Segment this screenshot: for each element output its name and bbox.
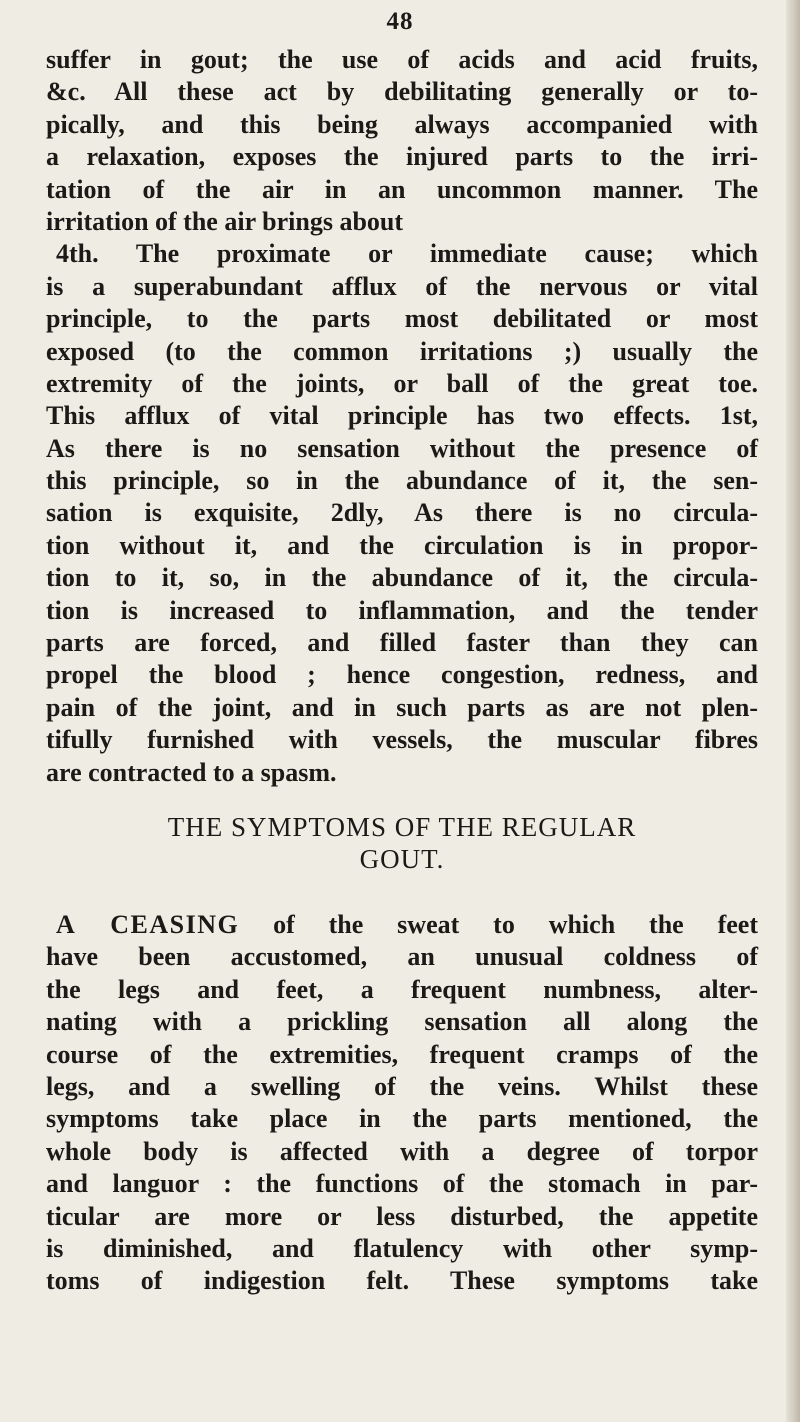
text-line: ticular are more or less disturbed, the appetite xyxy=(46,1201,758,1231)
text-line: 4th. The proximate or immediate cause; which xyxy=(56,239,758,269)
text-line: propel the blood ; hence congestion, redness, and xyxy=(46,660,758,690)
text-line: nating with a prickling sensation all along the xyxy=(46,1007,758,1037)
paragraph-1 xyxy=(46,44,758,789)
text-line-first xyxy=(46,909,758,941)
opening-words: A CEASING xyxy=(56,909,240,939)
heading-line: THE SYMPTOMS OF THE REGULAR xyxy=(167,811,637,842)
text-line: tion without it, and the circulation is in propor- xyxy=(46,530,758,560)
text-line: principle, to the parts most debilitated or most xyxy=(46,304,758,334)
text-line: whole body is affected with a degree of torpor xyxy=(46,1136,758,1166)
section-heading xyxy=(46,811,758,875)
text-line: irritation of the air brings about xyxy=(46,206,404,236)
text-line: This afflux of vital principle has two effects. 1st, xyxy=(46,401,758,431)
text-line: tion to it, so, in the abundance of it, the circula- xyxy=(46,563,758,593)
text-line: course of the extremities, frequent cramps of the xyxy=(46,1039,758,1069)
text-line: toms of indigestion felt. These symptoms take xyxy=(46,1266,758,1296)
text-line: exposed (to the common irritations ;) usually the xyxy=(46,336,758,366)
page-edge xyxy=(786,0,800,1422)
text-line: is diminished, and flatulency with other symp- xyxy=(46,1233,758,1263)
text-line: and languor : the functions of the stomach in par- xyxy=(46,1169,758,1199)
text-line: parts are forced, and filled faster than they can xyxy=(46,628,758,658)
text-line: tion is increased to inflammation, and the tender xyxy=(46,595,758,625)
text-line: sation is exquisite, 2dly, As there is no circula- xyxy=(46,498,758,528)
text-line: As there is no sensation without the presence of xyxy=(46,433,758,463)
text-line: symptoms take place in the parts mentioned, the xyxy=(46,1104,758,1134)
first-line-rest: of the sweat to which the feet xyxy=(273,909,758,939)
page-number: 48 xyxy=(386,8,414,35)
text-line: pically, and this being always accompanied with xyxy=(46,109,758,139)
paragraph-2 xyxy=(46,909,758,1298)
text-line: extremity of the joints, or ball of the great toe. xyxy=(46,368,758,398)
text-line: have been accustomed, an unusual coldness of xyxy=(46,942,758,972)
heading-line: GOUT. xyxy=(359,843,445,874)
text-line: pain of the joint, and in such parts as are not plen- xyxy=(46,692,758,722)
text-line: this principle, so in the abundance of it, the sen- xyxy=(46,466,758,496)
text-line: a relaxation, exposes the injured parts to the irri- xyxy=(46,142,758,172)
text-line: the legs and feet, a frequent numbness, alter- xyxy=(46,974,758,1004)
text-line: tifully furnished with vessels, the muscular fibres xyxy=(46,725,758,755)
text-line: &c. All these act by debilitating generally or to- xyxy=(46,77,758,107)
text-line: legs, and a swelling of the veins. Whilst these xyxy=(46,1071,758,1101)
page-body xyxy=(46,44,758,1298)
text-line: suffer in gout; the use of acids and acid fruits, xyxy=(46,45,758,74)
text-line: is a superabundant afflux of the nervous or vital xyxy=(46,271,758,301)
text-line: are contracted to a spasm. xyxy=(46,757,337,787)
text-line: tation of the air in an uncommon manner. The xyxy=(46,174,758,204)
